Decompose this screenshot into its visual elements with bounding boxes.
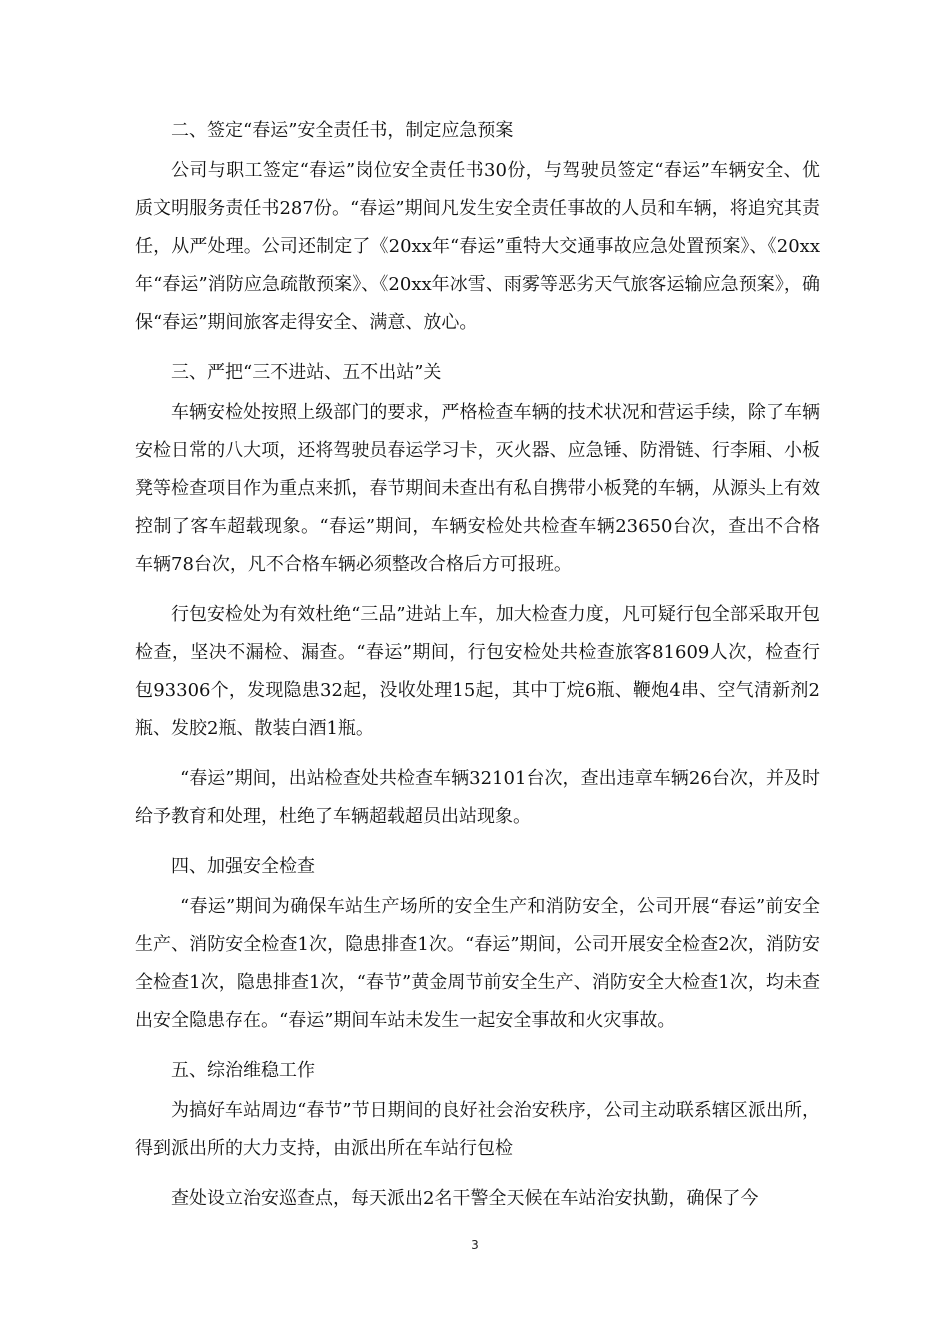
section-heading-3: 三、严把“三不进站、五不出站”关 (171, 362, 442, 383)
page-number: 3 (471, 1238, 479, 1252)
paragraph-public-order: 为搞好车站周边“春节”节日期间的良好社会治安秩序，公司主动联系辖区派出所，得到派出所的大力支持，由派出所在车站行包检 (135, 1100, 820, 1159)
section-heading-2: 二、签定“春运”安全责任书，制定应急预案 (171, 120, 514, 141)
paragraph-vehicle-inspection: 车辆安检处按照上级部门的要求，严格检查车辆的技术状况和营运手续，除了车辆安检日常的八大项，还将驾驶员春运学习卡，灭火器、应急锤、防滑链、行李厢、小板凳等检查项目作为重点来抓，春节期间未查出有私自携带小板凳的车辆，从源头上有效控制了客车超载现象。“春运”期间，车辆安检处共检查车辆23650台次，查出不合格车辆78台次，凡不合格车辆必须整改合格后方可报班。 (135, 402, 820, 575)
section-heading-5: 五、综治维稳工作 (171, 1060, 315, 1081)
document-body (135, 112, 820, 1230)
paragraph-safety-checks: “春运”期间为确保车站生产场所的安全生产和消防安全，公司开展“春运”前安全生产、消防安全检查1次，隐患排查1次。“春运”期间，公司开展安全检查2次，消防安全检查1次，隐患排查1次，“春节”黄金周节前安全生产、消防安全大检查1次，均未查出安全隐患存在。“春运”期间车站未发生一起安全事故和火灾事故。 (135, 896, 820, 1031)
paragraph-responsibility: 公司与职工签定“春运”岗位安全责任书30份，与驾驶员签定“春运”车辆安全、优质文明服务责任书287份。“春运”期间凡发生安全责任事故的人员和车辆，将追究其责任，从严处理。公司还制定了《20xx年“春运”重特大交通事故应急处置预案》、《20xx年“春运”消防应急疏散预案》、《20xx年冰雪、雨雾等恶劣天气旅客运输应急预案》，确保“春运”期间旅客走得安全、满意、放心。 (135, 160, 820, 333)
paragraph-patrol-point: 查处设立治安巡查点，每天派出2名干警全天候在车站治安执勤，确保了今 (171, 1188, 759, 1209)
section-heading-4: 四、加强安全检查 (171, 856, 315, 877)
paragraph-luggage-inspection: 行包安检处为有效杜绝“三品”进站上车，加大检查力度，凡可疑行包全部采取开包检查，坚决不漏检、漏查。“春运”期间，行包安检处共检查旅客81609人次，检查行包93306个，发现隐患32起，没收处理15起，其中丁烷6瓶、鞭炮4串、空气清新剂2瓶、发胶2瓶、散装白酒1瓶。 (135, 604, 820, 739)
paragraph-exit-inspection: “春运”期间，出站检查处共检查车辆32101台次，查出违章车辆26台次，并及时给予教育和处理，杜绝了车辆超载超员出站现象。 (135, 768, 820, 827)
